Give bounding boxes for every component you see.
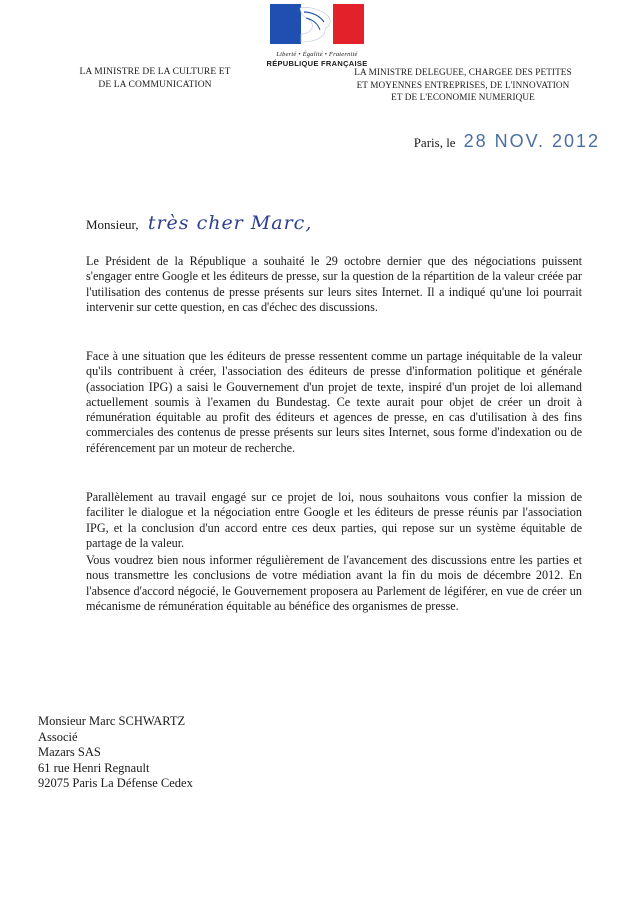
recipient-name: Monsieur Marc SCHWARTZ — [38, 714, 186, 728]
letter-date — [400, 131, 600, 152]
ministry-culture-heading — [40, 66, 270, 91]
recipient-company: Mazars SAS — [38, 745, 101, 760]
republic-motto: Liberté • Égalité • Fraternité — [276, 51, 358, 58]
paragraph-3: Parallèlement au travail engagé sur ce projet de loi, nous souhaitons vous confier la mission de faciliter le dialogue et la négociation entre Google et les éditeurs de presse réunis par l'association IPG, et la conclusion d'un accord entre ces deux parties, qui repose sur un système équitable de partage de la valeur. — [86, 490, 582, 550]
marianne-logo — [212, 4, 422, 68]
recipient-title: Associé — [38, 729, 78, 744]
ministry-digital-heading — [335, 66, 591, 104]
ministry-right-line-2: ET MOYENNES ENTREPRISES, DE L'INNOVATION — [356, 79, 570, 90]
ministry-right-line-3: ET DE L'ECONOMIE NUMERIQUE — [391, 92, 535, 102]
recipient-address — [38, 714, 193, 792]
ministry-left-line-2: DE LA COMMUNICATION — [98, 79, 212, 90]
recipient-street: 61 rue Henri Regnault — [38, 760, 150, 775]
paragraph-1: Le Président de la République a souhaité le 29 octobre dernier que des négociations puissent s'engager entre Google et les éditeurs de presse, sur la question de la répartition de la valeur créée par l'utilisation des contenus de presse présents sur leurs sites Internet. Il a indiqué qu'une loi pourrait intervenir sur cette question, en cas d'échec des discussions. — [86, 254, 582, 314]
salutation-handwritten: très cher Marc, — [147, 212, 313, 234]
tricolor-flag-icon — [270, 4, 364, 44]
recipient-city: 92075 Paris La Défense Cedex — [38, 776, 193, 791]
republic-name: RÉPUBLIQUE FRANÇAISE — [266, 59, 368, 68]
salutation — [86, 212, 312, 234]
ministry-right-line-1: LA MINISTRE DELEGUEE, CHARGEE DES PETITES — [354, 67, 572, 77]
date-city: Paris, le — [413, 135, 456, 150]
paragraph-2: Face à une situation que les éditeurs de presse ressentent comme un partage inéquitable de la valeur qu'ils contribuent à créer, l'association des éditeurs de presse d'information politique et générale (association IPG) a saisi le Gouvernement d'un projet de texte, inspiré d'un projet de loi allemand actuellement soumis à l'examen du Bundestag. Ce texte aurait pour objet de créer un droit à rémunération équitable au profit des éditeurs et agences de presse, en cas d'utilisation à des fins commerciales des contenus de presse présents sur leurs sites Internet, sous forme d'indexation ou de référencement par un moteur de recherche. — [86, 349, 582, 455]
salutation-typed: Monsieur, — [86, 217, 139, 232]
paragraph-4: Vous voudrez bien nous informer régulièrement de l'avancement des discussions entre les parties et nous transmettre les conclusions de votre médiation avant la fin du mois de décembre 2012. En l'absence d'accord négocié, le Gouvernement proposera au Parlement de légiférer, en vue de créer un mécanisme de rémunération équitable au bénéfice des organismes de presse. — [86, 553, 582, 613]
ministry-left-line-1: LA MINISTRE DE LA CULTURE ET — [79, 67, 231, 77]
date-stamp: 28 NOV. 2012 — [463, 131, 600, 151]
